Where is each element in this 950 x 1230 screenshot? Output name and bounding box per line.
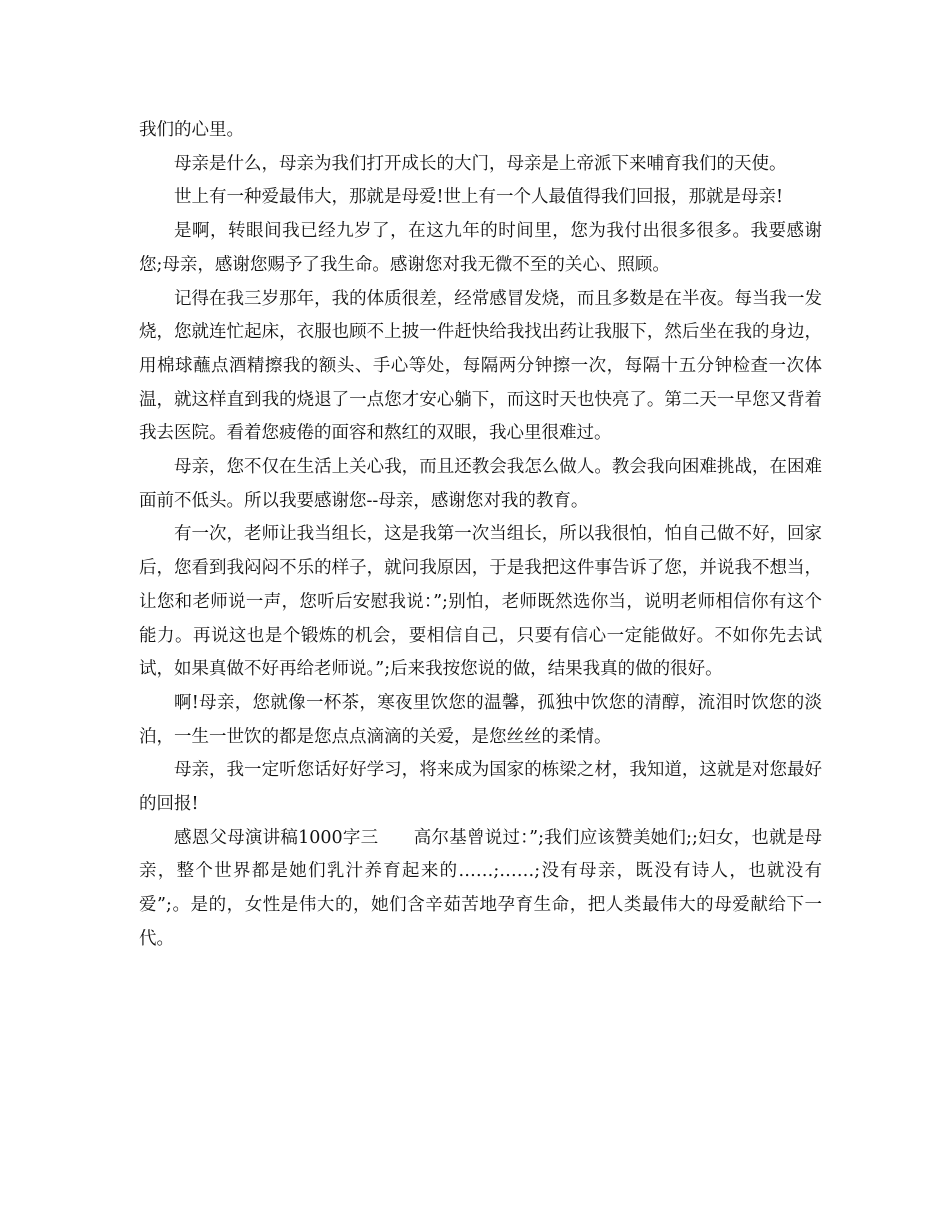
paragraph: 我们的心里。 bbox=[139, 120, 244, 140]
paragraph: 感恩父母演讲稿1000字三 高尔基曾说过：”;我们应该赞美她们;;妇女，也就是母亲，整个世界都是她们乳汁养育起来的……;……;没有母亲，既没有诗人，也就没有爱”;。是的，女性是伟大的，她们含辛茹苦地孕育生命，把人类最伟大的母爱献给下一代。 bbox=[139, 827, 822, 949]
paragraph: 母亲，您不仅在生活上关心我，而且还教会我怎么做人。教会我向困难挑战，在困难面前不低头。所以我要感谢您--母亲，感谢您对我的教育。 bbox=[139, 457, 822, 511]
paragraph: 母亲，我一定听您话好好学习，将来成为国家的栋梁之材，我知道，这就是对您最好的回报! bbox=[139, 760, 822, 815]
paragraph: 是啊，转眼间我已经九岁了，在这九年的时间里，您为我付出很多很多。我要感谢您;母亲，感谢您赐予了我生命。感谢您对我无微不至的关心、照顾。 bbox=[139, 221, 822, 275]
document-body bbox=[139, 114, 822, 957]
paragraph: 母亲是什么，母亲为我们打开成长的大门，母亲是上帝派下来哺育我们的天使。 bbox=[174, 153, 787, 174]
paragraph: 世上有一种爱最伟大，那就是母爱!世上有一个人最值得我们回报，那就是母亲! bbox=[174, 187, 784, 208]
paragraph: 啊!母亲，您就像一杯茶，寒夜里饮您的温馨，孤独中饮您的清醇，流泪时饮您的淡泊，一生一世饮的都是您点点滴滴的关爱，是您丝丝的柔情。 bbox=[139, 692, 822, 747]
paragraph: 记得在我三岁那年，我的体质很差，经常感冒发烧，而且多数是在半夜。每当我一发烧，您就连忙起床，衣服也顾不上披一件赶快给我找出药让我服下，然后坐在我的身边，用棉球蘸点酒精擦我的额头、手心等处，每隔两分钟擦一次，每隔十五分钟检查一次体温，就这样直到我的烧退了一点您才安心躺下，而这时天也快亮了。第二天一早您又背着我去医院。看着您疲倦的面容和熬红的双眼，我心里很难过。 bbox=[139, 288, 822, 444]
paragraph: 有一次，老师让我当组长，这是我第一次当组长，所以我很怕，怕自己做不好，回家后，您看到我闷闷不乐的样子，就问我原因，于是我把这件事告诉了您，并说我不想当，让您和老师说一声，您听后安慰我说：”;别怕，老师既然选你当，说明老师相信你有这个能力。再说这也是个锻炼的机会，要相信自己，只要有信心一定能做好。不如你先去试试，如果真做不好再给老师说。”;后来我按您说的做，结果我真的做的很好。 bbox=[139, 524, 822, 680]
